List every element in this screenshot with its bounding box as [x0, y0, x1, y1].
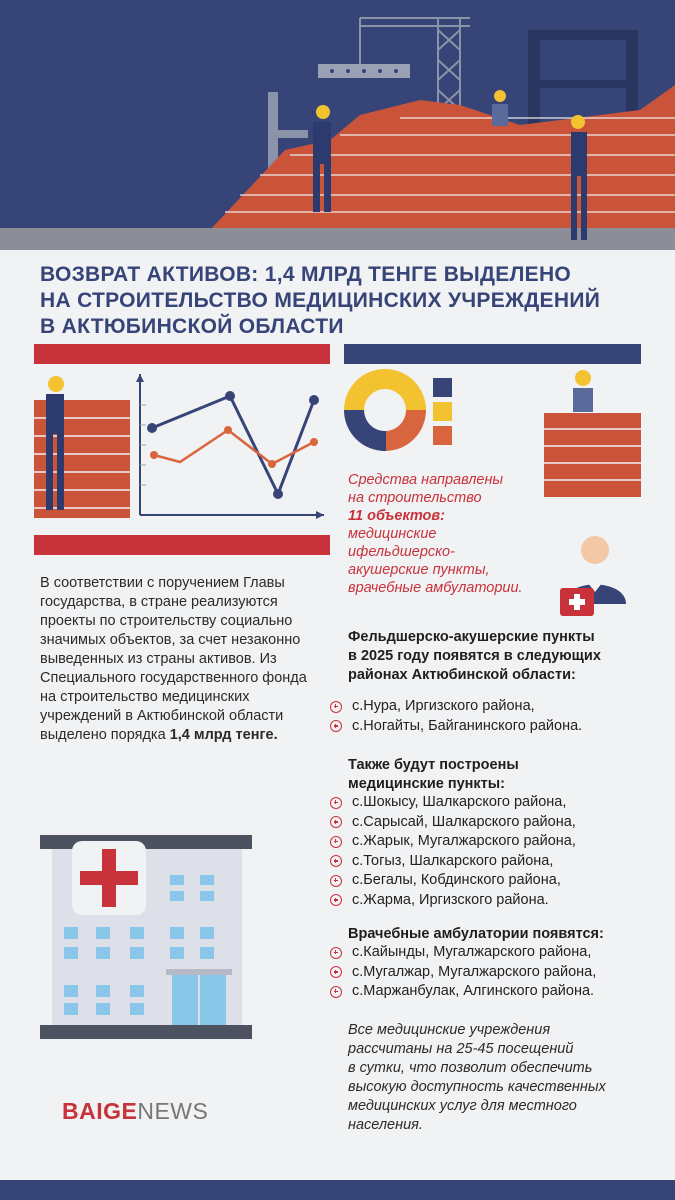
- note-line-6: акушерские пункты,: [348, 562, 490, 578]
- list-item-text: с.Бегалы, Кобдинского района,: [352, 872, 561, 888]
- intro-amount: 1,4 млрд тенге.: [169, 727, 278, 743]
- mp-heading-1: Также будут построены: [348, 757, 519, 773]
- red-divider-top: [34, 344, 330, 364]
- amb-list: [330, 943, 650, 1002]
- closing-line-5: медицинских услуг для местного: [348, 1098, 577, 1114]
- line-chart-icon: [34, 370, 330, 530]
- fap-heading-1: Фельдшерско-акушерские пункты: [348, 629, 595, 645]
- construction-scene-icon: [0, 0, 675, 250]
- list-item-text: с.Маржанбулак, Алгинского района.: [352, 983, 595, 999]
- mp-heading-2: медицинские пункты:: [348, 776, 505, 792]
- fap-heading-2: в 2025 году появятся в следующих: [348, 648, 601, 664]
- list-item-text: с.Нура, Иргизского района,: [352, 698, 535, 714]
- fap-heading: [348, 628, 648, 685]
- list-item: [330, 717, 650, 737]
- title-line-2: НА СТРОИТЕЛЬСТВО МЕДИЦИНСКИХ УЧРЕЖДЕНИЙ: [40, 289, 601, 312]
- title-line-1: ВОЗВРАТ АКТИВОВ: 1,4 МЛРД ТЕНГЕ ВЫДЕЛЕНО: [40, 263, 572, 286]
- list-item-text: с.Мугалжар, Мугалжарского района,: [352, 963, 597, 980]
- plus-circle-icon: [330, 947, 342, 959]
- funding-note: [348, 471, 548, 597]
- title-line-3: В АКТЮБИНСКОЙ ОБЛАСТИ: [40, 315, 344, 338]
- chart-illustration: [34, 370, 330, 530]
- hero-illustration: [0, 0, 675, 250]
- mp-heading: [348, 756, 648, 794]
- page-title: [40, 262, 640, 340]
- list-item-text: с.Ногайты, Байганинского района.: [352, 717, 583, 734]
- list-item: [330, 852, 650, 872]
- plus-circle-icon: [330, 894, 342, 906]
- list-item: [330, 871, 650, 891]
- blue-divider-top: [344, 344, 641, 364]
- fap-heading-3: районах Актюбинской области:: [348, 667, 576, 683]
- list-item-text: с.Кайынды, Мугалжарского района,: [352, 944, 592, 960]
- logo-part-2: NEWS: [137, 1098, 209, 1124]
- list-item: [330, 982, 650, 1002]
- doctor-icon: [558, 532, 628, 618]
- list-item: [330, 793, 650, 813]
- doctor-illustration: [558, 532, 628, 618]
- hospital-icon: [40, 835, 252, 1040]
- hospital-illustration: [40, 835, 252, 1040]
- plus-circle-icon: [330, 875, 342, 887]
- list-item-text: с.Сарысай, Шалкарского района,: [352, 813, 576, 830]
- list-item: [330, 697, 650, 717]
- closing-line-1: Все медицинские учреждения: [348, 1022, 551, 1038]
- note-line-7: врачебные амбулатории.: [348, 580, 523, 596]
- logo-part-1: BAIGE: [62, 1098, 138, 1124]
- plus-circle-icon: [330, 797, 342, 809]
- amb-heading: [348, 925, 648, 944]
- plus-circle-icon: [330, 816, 342, 828]
- closing-paragraph: [348, 1021, 648, 1135]
- closing-line-3: в сутки, что позволит обеспечить: [348, 1060, 593, 1076]
- plus-circle-icon: [330, 836, 342, 848]
- plus-circle-icon: [330, 986, 342, 998]
- mp-list: [330, 793, 650, 910]
- plus-circle-icon: [330, 701, 342, 713]
- note-line-2: на строительство: [348, 490, 482, 506]
- plus-circle-icon: [330, 720, 342, 732]
- list-item: [330, 832, 650, 852]
- footer-bar: [0, 1180, 675, 1200]
- fap-list: [330, 697, 650, 736]
- list-item: [330, 891, 650, 911]
- closing-line-4: высокую доступность качественных: [348, 1079, 606, 1095]
- list-item-text: с.Шокысу, Шалкарского района,: [352, 794, 567, 810]
- note-line-1: Средства направлены: [348, 472, 504, 488]
- note-count: 11 объектов:: [348, 508, 445, 524]
- closing-line-2: рассчитаны на 25-45 посещений: [348, 1041, 574, 1057]
- list-item-text: с.Жарма, Иргизского района.: [352, 891, 549, 908]
- note-line-5: ифельдшерско-: [348, 544, 455, 560]
- list-item: [330, 813, 650, 833]
- list-item-text: с.Жарык, Мугалжарского района,: [352, 833, 576, 849]
- list-item: [330, 943, 650, 963]
- list-item-text: с.Тогыз, Шалкарского района,: [352, 852, 554, 869]
- list-item: [330, 963, 650, 983]
- plus-circle-icon: [330, 855, 342, 867]
- intro-paragraph: [40, 574, 320, 745]
- plus-circle-icon: [330, 966, 342, 978]
- closing-line-6: населения.: [348, 1117, 423, 1133]
- baige-news-logo[interactable]: [62, 1098, 208, 1125]
- red-divider-bottom: [34, 535, 330, 555]
- note-line-4: медицинские: [348, 526, 437, 542]
- intro-text: В соответствии с поручением Главы государства, в стране реализуются проекты по строительству социально значимых объектов, за счет незаконно выведенных из страны активов. Из Специального государственного фонда на строительство медицинских учреждений в Актюбинской области выделено порядка: [40, 575, 307, 743]
- amb-heading-1: Врачебные амбулатории появятся:: [348, 926, 604, 942]
